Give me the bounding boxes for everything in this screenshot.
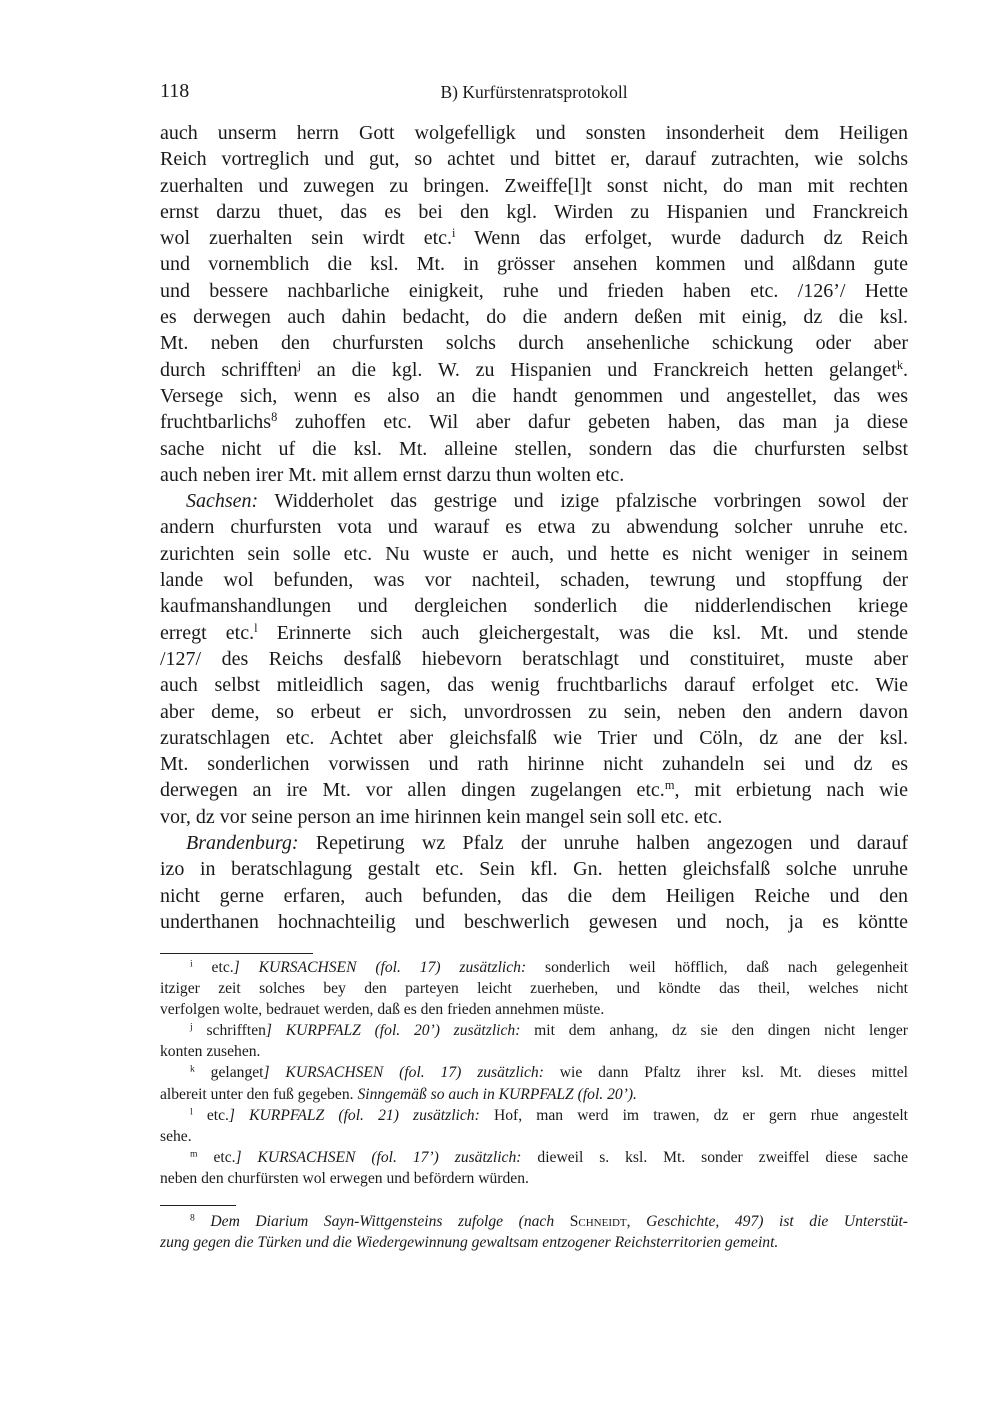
- text-run: auch neben irer Mt. mit allem ernst darzu thun wolten etc.: [160, 463, 625, 486]
- text-line: [160, 699, 908, 725]
- italic-text: Geschichte, 497) ist die Unterstüt-: [646, 1213, 909, 1230]
- text-line: [160, 725, 908, 751]
- text-line: [160, 672, 908, 698]
- text-run: Mt. neben den churfursten solchs durch ansehenliche schickung oder aber: [160, 332, 908, 355]
- text-run: Erinnerte sich auch gleichergestalt, was die ksl. Mt. und stende: [257, 621, 908, 644]
- text-run: sehe.: [160, 1127, 192, 1145]
- italic-text: zung gegen die Türken und die Wiedergewinnung gewaltsam entzogener Reichsterritorien gemeint.: [160, 1234, 779, 1252]
- text-run: kaufmanshandlungen und dergleichen sonderlich die nidderlendischen kriege: [160, 595, 908, 618]
- text-line: [160, 804, 908, 830]
- commentary-rule: [160, 1205, 236, 1206]
- apparatus-line: [160, 1020, 908, 1041]
- text-line: [160, 646, 908, 672]
- apparatus-line: [160, 978, 908, 999]
- italic-text: Sinngemäß so auch in KURPFALZ (fol. 20’).: [357, 1085, 637, 1103]
- text-run: Repetirung wz Pfalz der unruhe halben angezogen und darauf: [298, 832, 908, 855]
- text-run: etc.: [197, 1148, 236, 1166]
- apparatus-line: [160, 999, 908, 1020]
- text-run: Reich vortreglich und gut, so achtet und bittet er, darauf zutrachten, wie solchs: [160, 148, 908, 171]
- running-header: [160, 80, 908, 106]
- text-run: zuerhalten und zuwegen zu bringen. Zweiffe[l]t sonst nicht, do man mit rechten: [160, 174, 908, 197]
- italic-text: Dem Diarium Sayn-Wittgensteins zufolge (nach: [194, 1213, 570, 1230]
- commentary-notes: [160, 1211, 908, 1253]
- text-line: [160, 777, 908, 803]
- italic-text: Brandenburg:: [186, 832, 299, 855]
- text-run: Versege sich, wenn es also an die handt genommen und angestellet, das wes: [160, 384, 908, 407]
- text-run: gelanget: [194, 1064, 264, 1082]
- italic-text: ] KURSACHSEN (fol. 17) zusätzlich:: [263, 1064, 544, 1082]
- apparatus-line: [160, 1062, 908, 1083]
- note-marker: m: [190, 1148, 198, 1160]
- apparatus-line: [160, 1147, 908, 1168]
- text-run: underthanen hochnachteilig und beschwerlich gewesen und noch, ja es köntte: [160, 910, 908, 933]
- text-run: albereit unter den fuß gegeben.: [160, 1085, 358, 1103]
- text-run: zuratschlagen etc. Achtet aber gleichsfalß wie Trier und Cöln, dz ane der ksl.: [160, 726, 908, 749]
- text-line: [160, 462, 908, 488]
- text-run: Mt. sonderlichen vorwissen und rath hirinne nicht zuhandeln sei und dz es: [160, 753, 908, 776]
- note-marker: l: [254, 620, 258, 635]
- text-line: [160, 436, 908, 462]
- text-run: lande wol befunden, was vor nachteil, schaden, tewrung und stopffung der: [160, 569, 908, 592]
- text-line: [160, 909, 908, 935]
- text-line: [160, 173, 908, 199]
- text-run: ,: [626, 1213, 647, 1230]
- text-run: konten zusehen.: [160, 1043, 261, 1061]
- text-run: derwegen an ire Mt. vor allen dingen zugelangen etc.: [160, 779, 665, 802]
- text-line: [160, 120, 908, 146]
- text-run: itziger zeit solches bey den parteyen leicht zuerheben, und köndte das theil, welches nicht: [160, 980, 908, 998]
- text-run: zuhoffen etc. Wil aber dafur gebeten haben, das man ja diese: [277, 411, 908, 434]
- text-run: auch unserm herrn Gott wolgefelligk und sonsten insonderheit dem Heiligen: [160, 122, 908, 144]
- note-marker: k: [190, 1064, 195, 1076]
- text-line: [160, 199, 908, 225]
- text-run: dieweil s. ksl. Mt. sonder zweiffel diese sache: [521, 1148, 908, 1166]
- text-run: Hof, man werd im trawen, dz er gern rhue angestelt: [479, 1106, 908, 1124]
- text-run: ernst darzu thuet, das es bei den kgl. Wirden zu Hispanien und Franckreich: [160, 200, 908, 223]
- text-line: [160, 567, 908, 593]
- note-marker: i: [452, 226, 456, 241]
- text-run: vor, dz vor seine person an ime hirinnen kein mangel sein soll etc. etc.: [160, 805, 723, 828]
- italic-text: Sachsen:: [186, 490, 259, 513]
- apparatus-line: [160, 1084, 908, 1105]
- text-line: [160, 883, 908, 909]
- text-line: [160, 830, 908, 856]
- text-run: izo in beratschlagung gestalt etc. Sein kfl. Gn. hetten gleichsfalß solche unruhe: [160, 858, 908, 881]
- text-run: sonderlich weil höfflich, daß nach gelegenheit: [526, 959, 908, 976]
- text-run: Schneidt: [569, 1213, 627, 1230]
- text-run: mit dem anhang, dz sie den dingen nicht lenger: [520, 1022, 908, 1040]
- text-line: [160, 304, 908, 330]
- text-line: [160, 514, 908, 540]
- apparatus-line: [160, 957, 908, 978]
- text-run: und vornemblich die ksl. Mt. in grösser ansehen kommen und alßdann gute: [160, 253, 908, 276]
- text-line: [160, 751, 908, 777]
- text-apparatus: [160, 957, 908, 1189]
- note-marker: j: [297, 357, 302, 372]
- apparatus-line: [160, 1126, 908, 1147]
- commentary-line: [160, 1211, 908, 1232]
- text-line: [160, 146, 908, 172]
- text-line: [160, 593, 908, 619]
- text-run: andern churfursten vota und warauf es etwa zu abwendung solcher unruhe etc.: [160, 516, 908, 539]
- text-run: auch selbst mitleidlich sagen, das wenig fruchtbarlichs darauf erfolget etc. Wie: [160, 674, 908, 697]
- note-marker: l: [190, 1106, 193, 1118]
- italic-text: ] KURSACHSEN (fol. 17) zusätzlich:: [233, 959, 527, 976]
- text-run: neben den churfürsten wol erwegen und befördern würden.: [160, 1169, 529, 1187]
- text-line: [160, 251, 908, 277]
- italic-text: ] KURPFALZ (fol. 20’) zusätzlich:: [265, 1022, 521, 1040]
- note-marker: j: [190, 1021, 193, 1033]
- text-run: .: [903, 358, 909, 381]
- page-number: 118: [160, 80, 190, 102]
- apparatus-line: [160, 1105, 908, 1126]
- commentary-line: [160, 1232, 908, 1253]
- text-line: [160, 357, 908, 383]
- running-title: B) Kurfürstenratsprotokoll: [440, 82, 628, 102]
- text-run: schrifften: [192, 1022, 266, 1040]
- italic-text: ] KURSACHSEN (fol. 17’) zusätzlich:: [235, 1148, 522, 1166]
- text-run: sache nicht uf die ksl. Mt. alleine stellen, sondern das die churfursten selbst: [160, 437, 908, 460]
- text-run: durch schrifften: [160, 358, 298, 381]
- text-line: [160, 856, 908, 882]
- text-run: zurichten sein solle etc. Nu wuste er auch, und hette es nicht weniger in seinem: [160, 542, 908, 565]
- text-line: [160, 330, 908, 356]
- text-line: [160, 278, 908, 304]
- text-run: verfolgen wolte, bedrauet werden, daß es den frieden annehmen müste.: [160, 1001, 605, 1019]
- text-run: aber deme, so erbeut er sich, unvordrossen zu sein, neben den andern davon: [160, 700, 908, 723]
- text-line: [160, 383, 908, 409]
- apparatus-line: [160, 1041, 908, 1062]
- text-line: [160, 620, 908, 646]
- text-line: [160, 409, 908, 435]
- text-run: Wenn das erfolget, wurde dadurch dz Reich: [455, 227, 908, 250]
- text-line: [160, 488, 908, 514]
- text-run: und bessere nachbarliche einigkeit, ruhe und frieden haben etc. /126’/ Hette: [160, 279, 908, 302]
- text-run: nicht gerne erfaren, auch befunden, das die dem Heiligen Reiche und den: [160, 884, 908, 907]
- text-line: [160, 225, 908, 251]
- text-run: wie dann Pfaltz ihrer ksl. Mt. dieses mittel: [543, 1064, 908, 1082]
- text-run: es derwegen auch dahin bedacht, do die andern deßen mit einig, dz die ksl.: [160, 306, 908, 329]
- note-marker: 8: [190, 1212, 195, 1224]
- note-marker: m: [664, 778, 675, 793]
- note-marker: 8: [271, 410, 278, 425]
- text-run: etc.: [192, 959, 234, 976]
- note-marker: k: [896, 357, 904, 372]
- apparatus-line: [160, 1168, 908, 1189]
- text-run: wol zuerhalten sein wirdt etc.: [160, 227, 453, 250]
- text-run: erregt etc.: [160, 621, 255, 644]
- apparatus-rule: [160, 953, 313, 954]
- text-run: /127/ des Reichs desfalß hiebevorn beratschlagt und constituiret, muste aber: [160, 647, 908, 670]
- main-text: [160, 120, 908, 935]
- text-run: Widderholet das gestrige und izige pfalzische vorbringen sowol der: [258, 490, 908, 513]
- note-marker: i: [190, 958, 193, 970]
- text-line: [160, 541, 908, 567]
- text-run: an die kgl. W. zu Hispanien und Franckreich hetten gelanget: [301, 358, 897, 381]
- italic-text: ] KURPFALZ (fol. 21) zusätzlich:: [228, 1106, 480, 1124]
- text-run: fruchtbarlichs: [160, 411, 272, 434]
- text-run: , mit erbietung nach wie: [674, 779, 908, 802]
- text-run: etc.: [192, 1106, 229, 1124]
